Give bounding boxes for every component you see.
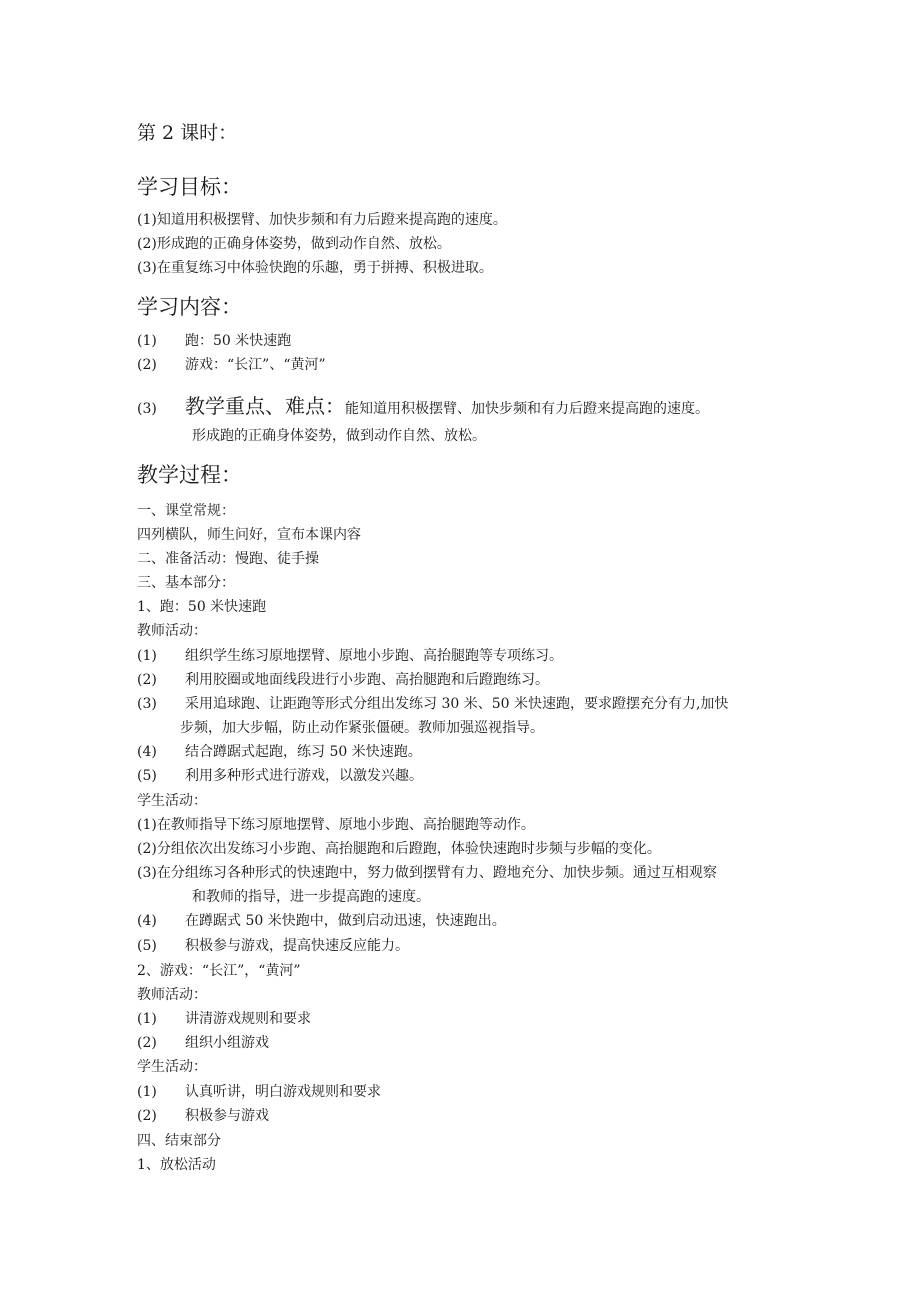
goal-text: 形成跑的正确身体姿势，做到动作自然、放松。 (156, 236, 451, 252)
list-text: 在分组练习各种形式的快速跑中，努力做到摆臂有力、蹬地充分、加快步频。通过互相观察 (156, 865, 717, 881)
content-text: 跑：50 米快速跑 (185, 333, 292, 349)
list-num: (2) (137, 841, 157, 857)
list-num: (1) (137, 817, 157, 833)
list-num: (1) (137, 1011, 157, 1027)
list-item (137, 695, 728, 713)
goal-item (137, 211, 507, 229)
keypoints-text: 能知道用积极摆臂、加快步频和有力后蹬来提高跑的速度。 (345, 401, 709, 417)
list-text: 组织学生练习原地摆臂、原地小步跑、高抬腿跑等专项练习。 (185, 648, 563, 664)
list-item (137, 864, 717, 882)
list-text-cont: 步频，加大步幅，防止动作紧张僵硬。教师加强巡视指导。 (180, 720, 544, 736)
section-2-title: 二、准备活动：慢跑、徒手操 (137, 551, 319, 567)
content-item (137, 356, 326, 374)
goal-text: 知道用积极摆臂、加快步频和有力后蹬来提高跑的速度。 (156, 212, 507, 228)
list-text-cont: 和教师的指导，进一步提高跑的速度。 (192, 889, 430, 905)
p1-student-label: 学生活动： (137, 793, 207, 809)
goal-num: (1) (137, 212, 157, 228)
content-num: (1) (137, 333, 157, 349)
list-num: (3) (137, 696, 157, 712)
list-text: 积极参与游戏 (185, 1108, 269, 1124)
section-3-title: 三、基本部分： (137, 575, 235, 591)
goal-item (137, 235, 451, 253)
list-num: (1) (137, 648, 157, 664)
list-text: 认真听讲，明白游戏规则和要求 (185, 1084, 381, 1100)
list-num: (5) (137, 768, 157, 784)
p1-teacher-label: 教师活动： (137, 623, 207, 639)
section-1-title: 一、课堂常规： (137, 503, 235, 519)
list-item (137, 671, 549, 689)
list-text: 采用追球跑、让距跑等形式分组出发练习 30 米、50 米快速跑，要求蹬摆充分有力,加快 (185, 696, 729, 712)
list-item (137, 1034, 269, 1052)
part-1-title: 1、跑：50 米快速跑 (137, 599, 267, 615)
list-text: 结合蹲踞式起跑，练习 50 米快速跑。 (185, 744, 422, 760)
section-1-text: 四列横队，师生问好，宣布本课内容 (137, 527, 361, 543)
p2-student-label: 学生活动： (137, 1059, 207, 1075)
list-text: 组织小组游戏 (185, 1035, 269, 1051)
list-text: 在教师指导下练习原地摆臂、原地小步跑、高抬腿跑等动作。 (156, 817, 535, 833)
list-num: (2) (137, 1108, 157, 1124)
list-item (137, 937, 409, 955)
keypoints-line (137, 393, 709, 422)
list-num: (2) (137, 1035, 157, 1051)
list-num: (2) (137, 672, 157, 688)
keypoints-label: 教学重点、难点： (185, 394, 345, 418)
list-item (137, 1107, 269, 1125)
goal-text: 在重复练习中体验快跑的乐趣，勇于拼搏、积极进取。 (156, 260, 493, 276)
keypoints-num: (3) (137, 401, 157, 417)
list-text: 在蹲踞式 50 米快跑中，做到启动迅速，快速跑出。 (185, 913, 506, 929)
list-num: (1) (137, 1084, 157, 1100)
list-item (137, 767, 423, 785)
list-item (137, 816, 535, 834)
content-heading: 学习内容： (137, 295, 242, 319)
list-num: (4) (137, 744, 157, 760)
keypoints-text-cont: 形成跑的正确身体姿势，做到动作自然、放松。 (192, 428, 486, 444)
list-item (137, 912, 506, 930)
document-page (137, 0, 797, 1301)
list-item (137, 1083, 381, 1101)
list-item (137, 840, 661, 858)
list-text: 利用多种形式进行游戏，以激发兴趣。 (185, 768, 423, 784)
part-3-title: 1、放松活动 (137, 1157, 216, 1173)
goal-num: (3) (137, 260, 157, 276)
list-text: 分组依次出发练习小步跑、高抬腿跑和后蹬跑，体验快速跑时步频与步幅的变化。 (156, 841, 661, 857)
list-num: (4) (137, 913, 157, 929)
list-num: (3) (137, 865, 157, 881)
list-text: 利用胶圈或地面线段进行小步跑、高抬腿跑和后蹬跑练习。 (185, 672, 549, 688)
content-num: (2) (137, 357, 157, 373)
list-text: 讲清游戏规则和要求 (185, 1011, 311, 1027)
content-item (137, 332, 291, 350)
section-4-title: 四、结束部分 (137, 1133, 221, 1149)
process-heading: 教学过程： (137, 463, 242, 487)
goal-item (137, 259, 493, 277)
list-item (137, 1010, 311, 1028)
list-text: 积极参与游戏，提高快速反应能力。 (185, 938, 409, 954)
part-2-title: 2、游戏：“长江”，“黄河” (137, 963, 301, 979)
lesson-title: 第 2 课时： (137, 122, 238, 144)
list-item (137, 647, 563, 665)
content-text: 游戏：“长江”、“黄河” (185, 357, 326, 373)
list-num: (5) (137, 938, 157, 954)
list-item (137, 743, 422, 761)
goals-heading: 学习目标： (137, 175, 242, 199)
p2-teacher-label: 教师活动： (137, 987, 207, 1003)
goal-num: (2) (137, 236, 157, 252)
